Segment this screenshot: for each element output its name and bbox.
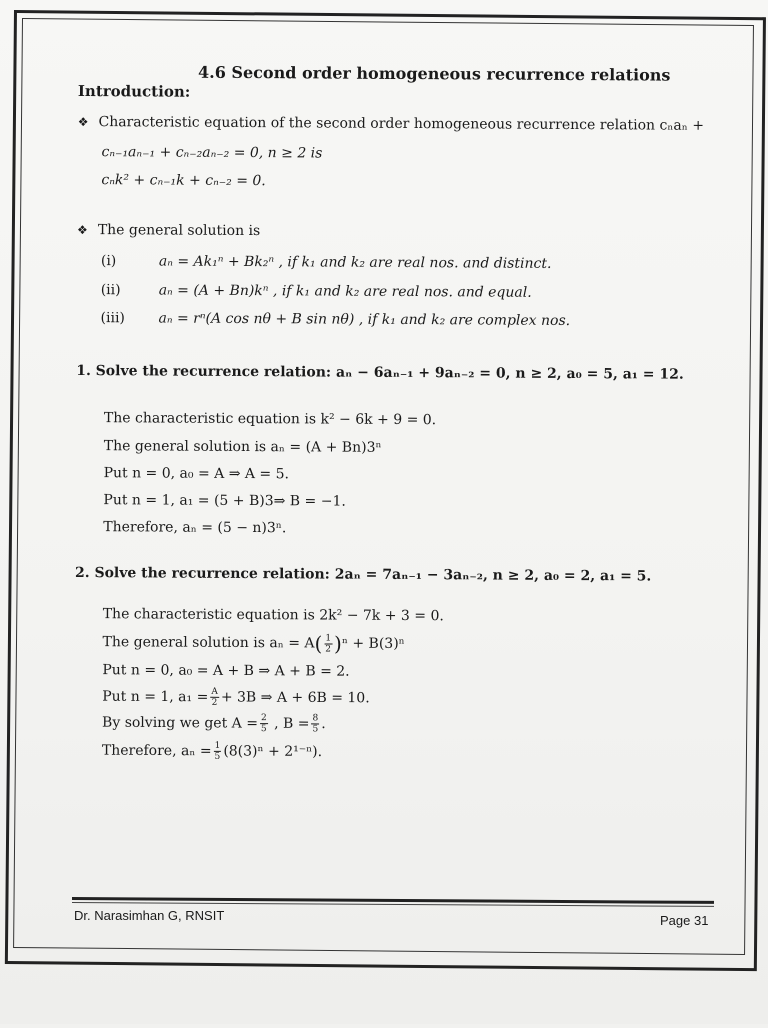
step2-prefix: The general solution is aₙ = A	[102, 634, 315, 652]
fraction	[260, 713, 268, 734]
problem2-step4	[102, 686, 370, 709]
step6-prefix: Therefore, aₙ =	[101, 742, 212, 760]
step2-suffix: ⁿ + B(3)ⁿ	[341, 635, 405, 652]
section-heading: 4.6 Second order homogeneous recurrence relations	[197, 62, 671, 85]
step6-suffix: (8(3)ⁿ + 2¹⁻ⁿ).	[223, 743, 323, 760]
fraction-denominator: 2	[211, 697, 218, 708]
problem1-step: The general solution is aₙ = (A + Bn)3ⁿ	[103, 438, 382, 456]
bullet1-text-line2: cₙ₋₁aₙ₋₁ + cₙ₋₂aₙ₋₂ = 0, n ≥ 2 is	[101, 144, 323, 162]
case-i	[101, 253, 552, 272]
introduction-label: Introduction:	[77, 81, 191, 101]
case-number: (ii)	[100, 282, 121, 299]
bullet-general-solution	[77, 222, 260, 239]
bullet-diamond-icon: ❖	[77, 114, 89, 130]
bullet1-text-line3: cₙk² + cₙ₋₁k + cₙ₋₂ = 0.	[101, 172, 266, 190]
problem2-step5	[102, 712, 326, 734]
problem2-step2	[102, 630, 404, 656]
problem1-step: Put n = 1, a₁ = (5 + B)3⇒ B = −1.	[103, 492, 346, 510]
problem2-step1: The characteristic equation is 2k² − 7k + 3 = 0.	[102, 606, 444, 625]
step5-prefix: By solving we get A =	[102, 714, 259, 732]
problem2-step6	[102, 740, 322, 762]
open-paren: (	[314, 631, 323, 656]
bullet-characteristic-line1	[78, 114, 704, 134]
problem2-step3: Put n = 0, a₀ = A + B ⇒ A + B = 2.	[102, 662, 350, 680]
fraction-denominator: 5	[214, 751, 221, 762]
case-text: aₙ = Ak₁ⁿ + Bk₂ⁿ , if k₁ and k₂ are real nos. and distinct.	[158, 253, 552, 272]
problem1-step: Put n = 0, a₀ = A ⇒ A = 5.	[103, 465, 290, 483]
fraction-numerator: A	[211, 686, 218, 697]
fraction-numerator: 1	[325, 633, 332, 644]
fraction	[311, 713, 319, 734]
case-ii	[101, 282, 532, 301]
fraction-numerator: 8	[312, 713, 319, 724]
footer-author: Dr. Narasimhan G, RNSIT	[74, 908, 225, 923]
case-text: aₙ = (A + Bn)kⁿ , if k₁ and k₂ are real nos. and equal.	[158, 282, 532, 301]
fraction	[324, 633, 332, 654]
case-number: (i)	[100, 253, 117, 270]
problem1-step: Therefore, aₙ = (5 − n)3ⁿ.	[103, 519, 287, 537]
step5-middle: , B =	[269, 715, 310, 732]
problem2-statement: 2. Solve the recurrence relation: 2aₙ = 7aₙ₋₁ − 3aₙ₋₂, n ≥ 2, a₀ = 2, a₁ = 5.	[74, 564, 652, 585]
fraction-numerator: 2	[260, 713, 267, 724]
step5-suffix: .	[321, 715, 326, 733]
fraction-denominator: 2	[325, 644, 332, 655]
fraction	[214, 741, 222, 762]
step4-suffix: + 3B ⇒ A + 6B = 10.	[220, 689, 370, 707]
case-iii	[100, 310, 570, 329]
bullet-diamond-icon: ❖	[77, 222, 88, 238]
case-text: aₙ = rⁿ(A cos nθ + B sin nθ) , if k₁ and k₂ are complex nos.	[158, 310, 571, 329]
case-number: (iii)	[100, 310, 125, 327]
problem1-step: The characteristic equation is k² − 6k + 9 = 0.	[103, 410, 437, 429]
fraction-numerator: 1	[214, 740, 221, 751]
bullet2-title: The general solution is	[97, 222, 261, 240]
step4-prefix: Put n = 1, a₁ =	[102, 688, 209, 706]
fraction-denominator: 5	[312, 724, 319, 735]
fraction-denominator: 5	[260, 724, 267, 735]
fraction	[210, 687, 219, 708]
close-paren: )	[334, 631, 342, 656]
bullet1-text-line1: Characteristic equation of the second order homogeneous recurrence relation cₙaₙ +	[98, 114, 705, 134]
problem1-statement: 1. Solve the recurrence relation: aₙ − 6aₙ₋₁ + 9aₙ₋₂ = 0, n ≥ 2, a₀ = 5, a₁ = 12.	[76, 362, 684, 383]
footer-page-number: Page 31	[660, 913, 709, 928]
